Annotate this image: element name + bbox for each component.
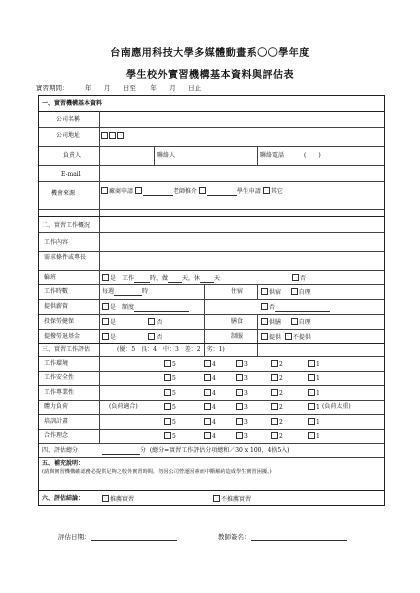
salary-no-option[interactable]: 否 bbox=[261, 303, 330, 312]
section6-title: 六、評估結論： bbox=[42, 495, 85, 502]
score-option-1[interactable]: 1 bbox=[308, 389, 320, 398]
section5-note: (請與實習機構確認務必提供足夠之校外實習時間，勿因公司營運因素而中斷解約造成學生實習困擾。) bbox=[42, 469, 272, 475]
company-name-label: 公司名稱 bbox=[56, 116, 81, 123]
work-content-label: 工作內容 bbox=[44, 239, 69, 246]
internship-period: 實習期間： 年 月 日至 年 月 日止 bbox=[36, 84, 202, 92]
insurance-label: 投保勞健保 bbox=[44, 318, 75, 325]
eval-item-label: 培訓計畫 bbox=[44, 417, 69, 425]
shift-options[interactable]: 是 工作 時，做 天，休 天 bbox=[102, 274, 220, 283]
eval-item-label: 體力負荷 bbox=[44, 403, 69, 410]
score-option-3[interactable]: 3 bbox=[236, 389, 248, 398]
score-option-5[interactable]: 5 bbox=[164, 432, 176, 441]
evaluation-date[interactable]: 評估日期： bbox=[58, 532, 177, 541]
score-option-3[interactable]: 3 bbox=[236, 374, 248, 383]
score-option-1[interactable]: 1 bbox=[308, 418, 320, 427]
hours-label: 工作時數 bbox=[44, 288, 69, 295]
eval-right-note: (負荷太重) bbox=[322, 403, 351, 410]
score-option-1[interactable]: 1 bbox=[308, 360, 320, 369]
source-options[interactable]: 廠商申請 老師推介 學生申請 其它 bbox=[101, 187, 283, 196]
score-option-2[interactable]: 2 bbox=[271, 432, 283, 441]
hours-field[interactable]: 每週 時 bbox=[102, 288, 149, 295]
uniform-label: 制服 bbox=[231, 333, 244, 340]
requirements-label: 需求條件或專長 bbox=[44, 254, 87, 261]
total-score-field[interactable]: 分 (總分=實習工作評估分項總和／30 x 100，4捨5入) bbox=[102, 447, 289, 455]
score-option-5[interactable]: 5 bbox=[164, 389, 176, 398]
section2-title: 二、實習工作概況 bbox=[42, 222, 91, 229]
company-address-label: 公司地址 bbox=[56, 132, 81, 139]
section3-title: 三、實習工作評估 bbox=[42, 346, 91, 353]
contact-person-label: 聯絡人 bbox=[157, 152, 176, 159]
email-label: E-mail bbox=[61, 171, 81, 178]
score-option-5[interactable]: 5 bbox=[164, 374, 176, 383]
document-subtitle: 學生校外實習機構基本資料與評估表 bbox=[126, 70, 294, 81]
score-option-5[interactable]: 5 bbox=[164, 418, 176, 427]
score-option-1[interactable]: 1 bbox=[308, 432, 320, 441]
shift-label: 輪班 bbox=[44, 274, 57, 281]
salary-label: 提供薪資 bbox=[44, 303, 69, 310]
insurance-options[interactable]: 是 否 bbox=[102, 318, 162, 327]
section1-title: 一、實習機構基本資料 bbox=[42, 100, 103, 107]
source-label: 機會來源 bbox=[51, 190, 76, 197]
document-title: 台南應用科技大學多媒體動畫系〇〇學年度 bbox=[110, 48, 310, 59]
lodging-label: 住宿 bbox=[231, 288, 244, 295]
score-option-5[interactable]: 5 bbox=[164, 403, 176, 412]
person-in-charge-label: 負責人 bbox=[63, 152, 82, 159]
section3-scale: (優：5 良：4 中：3 差：2 劣：1) bbox=[117, 346, 225, 353]
evaluation-form bbox=[38, 95, 385, 506]
score-option-1[interactable]: 1 bbox=[308, 403, 320, 412]
postcode-boxes[interactable] bbox=[101, 132, 125, 141]
score-option-2[interactable]: 2 bbox=[271, 418, 283, 427]
score-option-3[interactable]: 3 bbox=[236, 403, 248, 412]
score-option-4[interactable]: 4 bbox=[204, 374, 216, 383]
pension-label: 提撥勞退基金 bbox=[44, 333, 81, 340]
meals-options[interactable]: 供膳 自理 bbox=[261, 318, 311, 327]
eval-left-note: (負荷適合) bbox=[109, 403, 138, 410]
score-option-1[interactable]: 1 bbox=[308, 374, 320, 383]
section5-title: 五、補充說明： bbox=[42, 460, 85, 467]
score-option-3[interactable]: 3 bbox=[236, 418, 248, 427]
score-option-4[interactable]: 4 bbox=[204, 360, 216, 369]
not-recommend-option[interactable]: 不推薦實習 bbox=[213, 495, 251, 504]
score-option-2[interactable]: 2 bbox=[271, 360, 283, 369]
score-option-4[interactable]: 4 bbox=[204, 418, 216, 427]
score-option-3[interactable]: 3 bbox=[236, 432, 248, 441]
recommend-option[interactable]: 推薦實習 bbox=[102, 495, 134, 504]
eval-item-label: 工作安全性 bbox=[44, 374, 75, 381]
score-option-2[interactable]: 2 bbox=[271, 374, 283, 383]
score-option-4[interactable]: 4 bbox=[204, 432, 216, 441]
eval-item-label: 工作專業性 bbox=[44, 388, 75, 396]
section4-title: 四、評估總分 bbox=[42, 447, 79, 454]
score-option-3[interactable]: 3 bbox=[236, 360, 248, 369]
score-option-2[interactable]: 2 bbox=[271, 403, 283, 412]
lodging-options[interactable]: 供宿 自理 bbox=[261, 288, 311, 297]
score-option-4[interactable]: 4 bbox=[204, 389, 216, 398]
shift-no-option[interactable]: 否 bbox=[292, 274, 306, 283]
uniform-options[interactable]: 提供 不提供 bbox=[261, 333, 311, 342]
meals-label: 膳食 bbox=[231, 318, 244, 325]
score-option-5[interactable]: 5 bbox=[164, 360, 176, 369]
salary-yes-option[interactable]: 是 額度 bbox=[102, 303, 189, 312]
score-option-2[interactable]: 2 bbox=[271, 389, 283, 398]
score-option-4[interactable]: 4 bbox=[204, 403, 216, 412]
pension-options[interactable]: 是 否 bbox=[102, 333, 162, 342]
eval-item-label: 工作環境 bbox=[44, 359, 69, 367]
teacher-signature[interactable]: 教師簽名： bbox=[218, 532, 347, 541]
eval-item-label: 合作理念 bbox=[44, 432, 69, 439]
contact-phone-label: 聯絡電話 bbox=[260, 152, 285, 159]
phone-area-code[interactable]: ( ) bbox=[304, 152, 321, 159]
